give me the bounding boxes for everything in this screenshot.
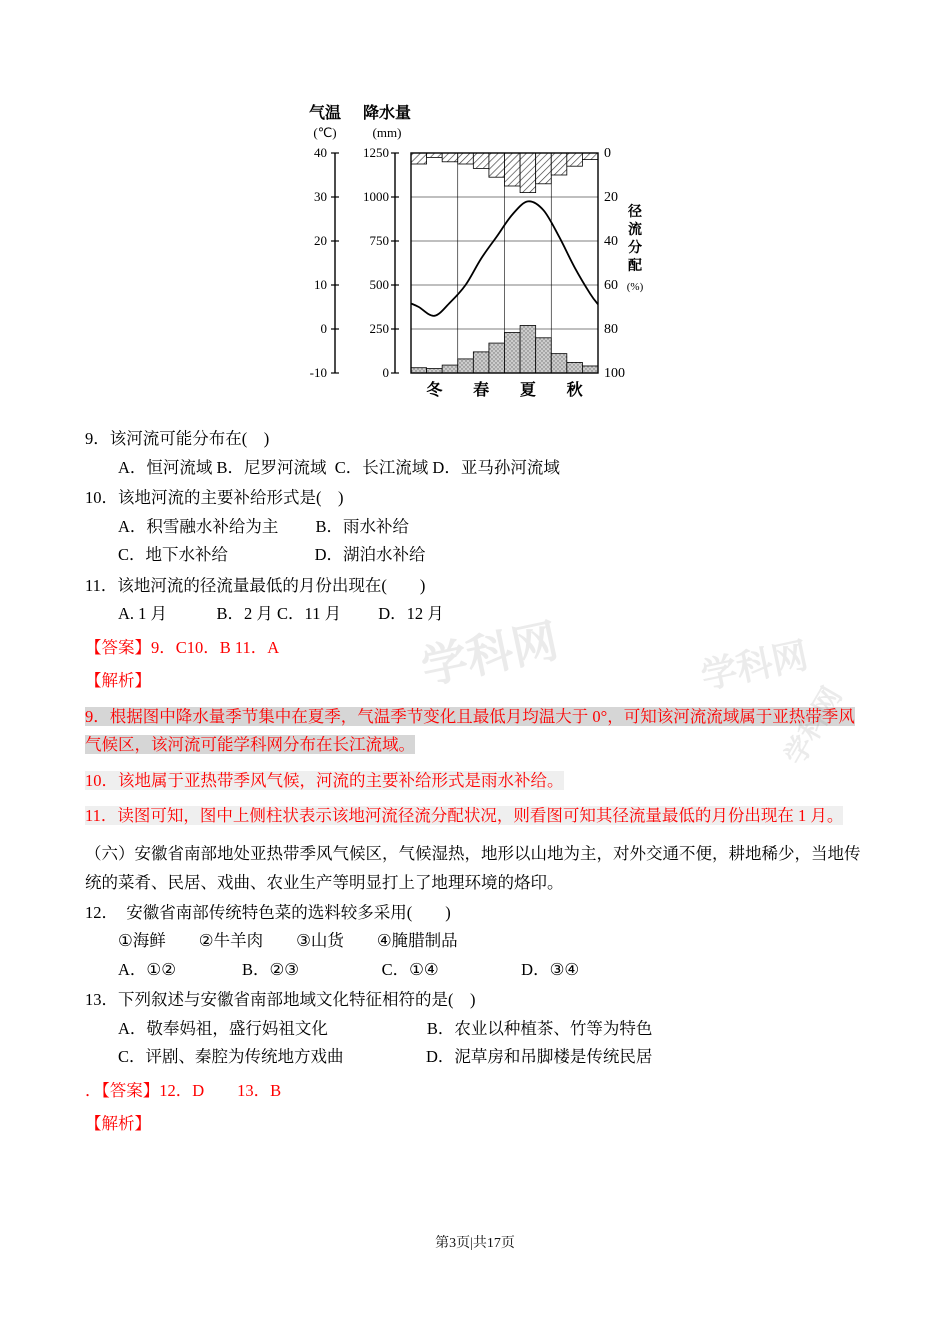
svg-text:配: 配 [628,259,642,274]
question-12-stem: 12． 安徽省南部传统特色菜的选料较多采用( ) [85,902,451,922]
svg-text:降水量: 降水量 [362,105,412,122]
question-10-stem: 10．该地河流的主要补给形式是( ) [85,488,344,507]
svg-text:流: 流 [628,223,642,238]
svg-text:30: 30 [314,189,327,204]
svg-text:20: 20 [314,233,327,248]
question-9-stem: 9．该河流可能分布在( ) [85,429,270,448]
analysis-11-text: 11．读图可知，图中上侧柱状表示该地河流径流分配状况，则看图可知其径流量最低的月份出现在 1 月。 [85,806,844,825]
svg-text:春: 春 [473,382,490,399]
svg-text:气温: 气温 [308,105,342,122]
climate-runoff-chart-svg [263,98,663,406]
analysis-9-text: 9．根据图中降水量季节集中在夏季，气温季节变化且最低月均温大于 0°，可知该河流流域属于亚热带季风气候区，该河流可能学科网分布在长江流域。 [85,706,855,754]
page-footer: 第3页|共17页 [435,1236,515,1251]
question-11-options: A. 1 月 B．2 月 C．11 月 D．12 月 [118,604,444,623]
svg-text:1000: 1000 [363,189,389,204]
svg-text:秋: 秋 [566,382,583,399]
svg-text:(℃): (℃) [313,125,337,140]
question-12-items: ①海鲜 ②牛羊肉 ③山货 ④腌腊制品 [118,931,458,950]
svg-text:冬: 冬 [426,382,443,399]
analysis-label: 【解析】 [85,671,151,690]
answer-line-12-13: ．【答案】12．D 13．B [85,1080,282,1100]
svg-text:(mm): (mm) [372,125,402,140]
svg-text:夏: 夏 [519,382,536,399]
analysis-11 [85,802,865,831]
svg-text:0: 0 [604,146,611,161]
analysis-10-text: 10．该地属于亚热带季风气候，河流的主要补给形式是雨水补给。 [85,770,564,790]
svg-text:250: 250 [369,321,389,336]
question-13-stem: 13．下列叙述与安徽省南部地域文化特征相符的是( ) [85,990,476,1009]
svg-text:80: 80 [604,322,618,337]
svg-text:分: 分 [628,241,642,256]
svg-text:径: 径 [628,205,642,220]
question-13-options-cd: C．评剧、秦腔为传统地方戏曲 D．泥草房和吊脚楼是传统民居 [118,1047,653,1066]
question-13-options-ab: A．敬奉妈祖，盛行妈祖文化 B．农业以种植茶、竹等为特色 [118,1018,653,1038]
svg-text:-10: -10 [309,365,327,380]
question-12-options: A．①② B．②③ C．①④ D．③④ [118,959,580,979]
question-9-options: A．恒河流域 B．尼罗河流域 C．长江流域 D．亚马孙河流域 [118,457,560,477]
svg-text:40: 40 [314,145,327,160]
svg-text:60: 60 [604,278,618,293]
analysis-9 [85,703,865,760]
question-10-options-ab: A．积雪融水补给为主 B．雨水补给 [118,516,410,536]
section-6-intro: （六）安徽省南部地处亚热带季风气候区，气候湿热，地形以山地为主，对外交通不便，耕地稀少，当地传统的菜肴、民居、戏曲、农业生产等明显打上了地理环境的烙印。 [85,843,861,892]
svg-text:0: 0 [320,321,327,336]
watermark: 学科网 [779,682,849,771]
analysis-10 [85,767,865,796]
svg-text:(%): (%) [626,281,644,293]
svg-text:0: 0 [382,365,389,380]
svg-text:100: 100 [604,366,625,381]
watermark: 学科网 [697,635,812,697]
svg-text:20: 20 [604,190,618,205]
question-11-stem: 11．该地河流的径流量最低的月份出现在( ) [85,575,426,595]
svg-text:40: 40 [604,234,618,249]
analysis-label-2: 【解析】 [85,1114,151,1133]
svg-text:10: 10 [314,277,327,292]
watermark: 学科网 [416,615,563,694]
answer-line-9-11: 【答案】9．C10．B 11．A [85,637,280,657]
svg-text:500: 500 [369,277,389,292]
svg-text:1250: 1250 [363,145,389,160]
question-10-options-cd: C．地下水补给 D．湖泊水补给 [118,545,426,564]
svg-text:750: 750 [369,233,389,248]
climate-runoff-chart [263,98,663,411]
